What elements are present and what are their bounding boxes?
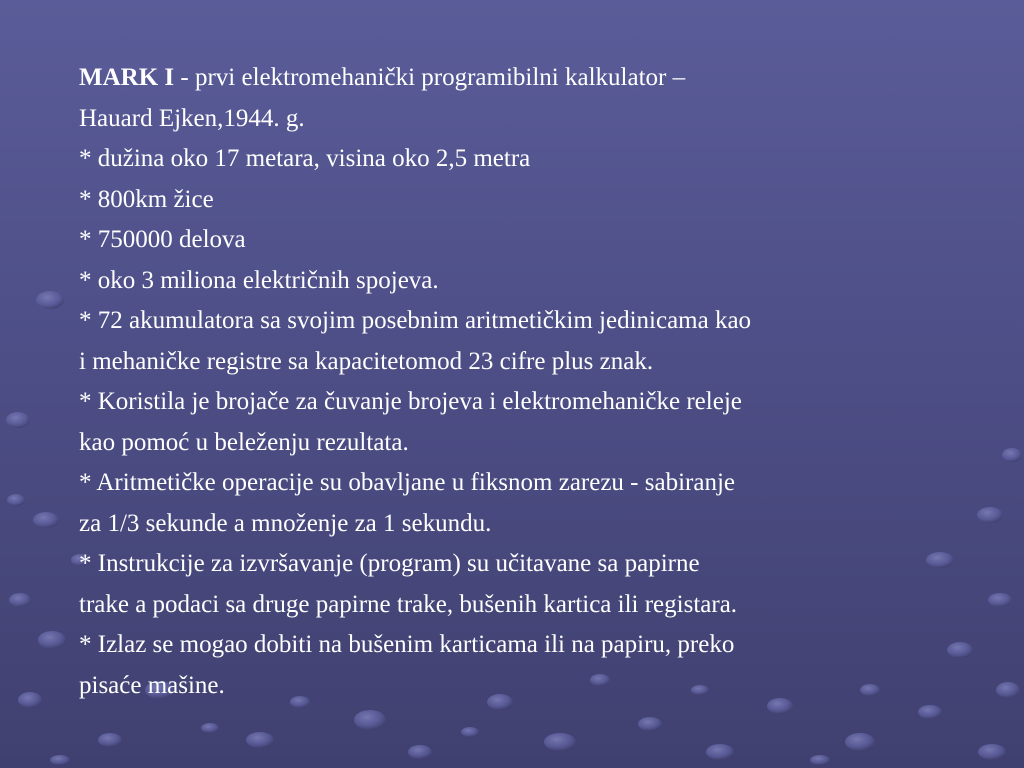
- text-line-15: * Izlaz se mogao dobiti na bušenim karticama ili na papiru, preko: [79, 631, 735, 658]
- text-line-9: * Koristila je brojače za čuvanje brojeva i elektromehaničke releje: [79, 388, 742, 415]
- text-line-4: * 800km žice: [79, 185, 214, 213]
- text-line-8: i mehaničke registre sa kapacitetomod 23 cifre plus znak.: [79, 347, 654, 375]
- text-line-1: [79, 58, 1009, 99]
- text-line-11: * Aritmetičke operacije su obavljane u fiksnom zarezu - sabiranje: [79, 469, 735, 496]
- text-line-16: pisaće mašine.: [79, 671, 225, 699]
- text-line-2: Hauard Ejken,1944. g.: [79, 104, 305, 132]
- text-line-5: * 750000 delova: [79, 226, 246, 253]
- slide-text-body: [79, 58, 1009, 706]
- text-line-3: * dužina oko 17 metara, visina oko 2,5 metra: [79, 145, 531, 172]
- title-mark-i: MARK I: [79, 64, 175, 91]
- text-line-13: * Instrukcije za izvršavanje (program) su učitavane sa papirne: [79, 550, 700, 577]
- text-line-12: za 1/3 sekunde a množenje za 1 sekundu.: [79, 509, 492, 537]
- title-description: - prvi elektromehanički programibilni kalkulator –: [174, 64, 686, 91]
- text-line-14: trake a podaci sa druge papirne trake, bušenih kartica ili registara.: [79, 590, 738, 618]
- text-line-7: * 72 akumulatora sa svojim posebnim aritmetičkim jedinicama kao: [79, 307, 752, 334]
- text-line-6: * oko 3 miliona električnih spojeva.: [79, 266, 439, 294]
- text-line-10: kao pomoć u beleženju rezultata.: [79, 428, 409, 456]
